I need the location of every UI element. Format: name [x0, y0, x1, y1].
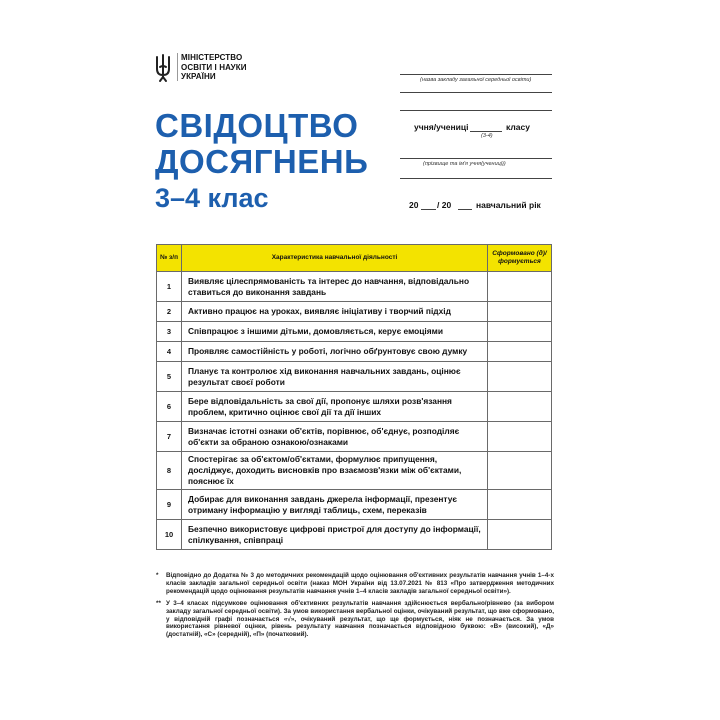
row-status-cell[interactable]	[488, 422, 552, 452]
table-row	[157, 302, 552, 322]
table-row	[157, 342, 552, 362]
footnote-text: Відповідно до Додатка № 3 до методичних рекомендацій щодо оцінювання об'єктивних результатів навчання учнів 1–4-х класів закладів загальної середньої освіти (наказ МОН України від 13.07.2021 № 813 «Про затвердження методичних рекомендацій щодо оцінювання результатів навчання учнів 1–4 класів закладів загальної середньої освіти»).	[166, 572, 554, 595]
row-number: 9	[157, 490, 182, 520]
document-title	[155, 108, 368, 214]
table-row	[157, 392, 552, 422]
school-name-line	[400, 74, 552, 75]
class-hint: (3-4)	[481, 133, 493, 139]
row-number: 8	[157, 452, 182, 490]
row-description: Планує та контролює хід виконання навчальних завдань, оцінює результат своєї роботи	[182, 362, 488, 392]
class-label: класу	[506, 122, 530, 132]
school-name-line-3	[400, 110, 552, 111]
footnote	[156, 600, 554, 640]
title-line-2: ДОСЯГНЕНЬ	[155, 143, 369, 180]
row-status-cell[interactable]	[488, 322, 552, 342]
row-status-cell[interactable]	[488, 490, 552, 520]
footnote-mark: *	[156, 572, 159, 579]
table-body	[157, 272, 552, 550]
table-row	[157, 422, 552, 452]
row-description: Активно працює на уроках, виявляє ініціативу і творчий підхід	[182, 302, 488, 322]
row-number: 2	[157, 302, 182, 322]
student-name-line-2	[400, 178, 552, 179]
row-description: Спостерігає за об'єктом/об'єктами, формулює припущення, досліджує, доходить висновків про взаємозв'язки між об'єктами, пояснює їх	[182, 452, 488, 490]
row-number: 6	[157, 392, 182, 422]
table-row	[157, 520, 552, 550]
row-number: 7	[157, 422, 182, 452]
school-name-line-2	[400, 92, 552, 93]
ministry-name	[181, 53, 271, 82]
year-label: навчальний рік	[476, 200, 541, 210]
row-status-cell[interactable]	[488, 520, 552, 550]
title-line-1: СВІДОЦТВО	[155, 107, 359, 144]
row-status-cell[interactable]	[488, 302, 552, 322]
row-description: Співпрацює з іншими дітьми, домовляється, керує емоціями	[182, 322, 488, 342]
table-header-row	[157, 245, 552, 272]
table-row	[157, 272, 552, 302]
student-name-hint: (прізвище та ім'я учня(учениці))	[423, 161, 506, 167]
trident-icon	[153, 53, 173, 83]
header-number: № з/п	[157, 245, 182, 272]
row-description: Бере відповідальність за свої дії, пропонує шляхи розв'язання проблем, критично оцінює свої дії та дії інших	[182, 392, 488, 422]
ministry-divider	[177, 53, 178, 81]
row-status-cell[interactable]	[488, 272, 552, 302]
class-number-line	[470, 131, 502, 132]
header-description: Характеристика навчальної діяльності	[182, 245, 488, 272]
row-description: Виявляє цілеспрямованість та інтерес до навчання, відповідально ставиться до виконання завдань	[182, 272, 488, 302]
row-status-cell[interactable]	[488, 392, 552, 422]
table-row	[157, 362, 552, 392]
ministry-line-3: УКРАЇНИ	[181, 72, 216, 81]
row-description: Безпечно використовує цифрові пристрої для доступу до інформації, спілкування, співпраці	[182, 520, 488, 550]
achievements-table	[156, 244, 552, 550]
row-description: Добирає для виконання завдань джерела інформації, презентує отриману інформацію у вигляді таблиць, схем, переказів	[182, 490, 488, 520]
footnote-text: У 3–4 класах підсумкове оцінювання об'єктивних результатів навчання здійснюється вербально/рівнево (за вибором закладу загальної середньої освіти). За умов використання вербальної оцінки, очікуваний результат, що вже сформовано, у відповідній графі позначається «√», очікуваний результат, що ще формується, ніяк не позначається. За умов використання рівневої оцінки, рівень результату навчання позначається відповідною буквою: «В» (високий), «Д» (достатній), «С» (середній), «П» (початковий).	[166, 599, 554, 639]
table-row	[157, 490, 552, 520]
year-prefix: 20	[409, 200, 419, 210]
footnotes	[156, 572, 554, 643]
title-class: 3–4 клас	[155, 183, 269, 213]
year-end-line	[458, 209, 472, 210]
row-status-cell[interactable]	[488, 362, 552, 392]
ministry-line-2: ОСВІТИ І НАУКИ	[181, 62, 247, 72]
row-number: 3	[157, 322, 182, 342]
table-row	[157, 452, 552, 490]
student-name-line	[400, 158, 552, 159]
row-status-cell[interactable]	[488, 452, 552, 490]
year-start-line	[421, 209, 436, 210]
ministry-line-1: МІНІСТЕРСТВО	[181, 53, 243, 62]
table-row	[157, 322, 552, 342]
school-name-hint: (назва закладу загальної середньої освіти)	[420, 77, 532, 83]
footnote-mark: **	[156, 599, 161, 607]
year-middle: / 20	[437, 200, 452, 210]
row-description: Визначає істотні ознаки об'єктів, порівнює, об'єднує, розподіляє об'єкти за обраною ознакою/ознаками	[182, 422, 488, 452]
footnote	[156, 572, 554, 596]
row-status-cell[interactable]	[488, 342, 552, 362]
row-number: 5	[157, 362, 182, 392]
row-description: Проявляє самостійність у роботі, логічно обґрунтовує свою думку	[182, 342, 488, 362]
row-number: 4	[157, 342, 182, 362]
row-number: 10	[157, 520, 182, 550]
row-number: 1	[157, 272, 182, 302]
student-label: учня/учениці	[414, 122, 469, 132]
header-status: Сформовано (д)/ формується	[488, 245, 552, 272]
